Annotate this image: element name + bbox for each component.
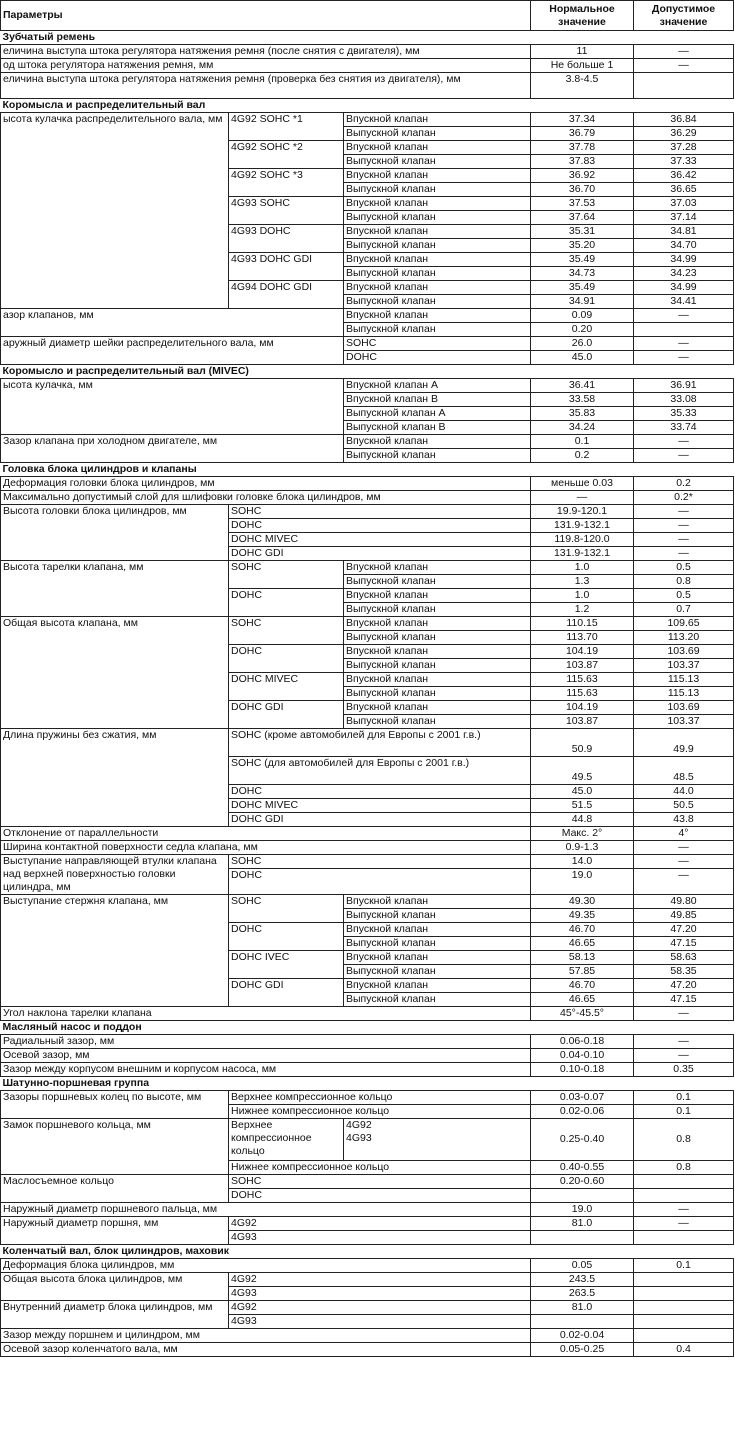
row-label: Маслосъемное кольцо <box>1 1175 229 1203</box>
engine-label: SOHC <box>229 895 344 923</box>
valve-label: Выпускной клапан <box>344 295 531 309</box>
value-allowed: 103.37 <box>634 659 734 673</box>
value-normal: 3.8-4.5 <box>531 73 634 99</box>
value-normal <box>531 1231 634 1245</box>
value-normal: 35.83 <box>531 407 634 421</box>
value-allowed: 33.74 <box>634 421 734 435</box>
engine-label: SOHC <box>229 617 344 645</box>
engine-label: 4G92 <box>229 1217 531 1231</box>
value-normal: 35.20 <box>531 239 634 253</box>
value-normal: 0.20-0.60 <box>531 1175 634 1189</box>
value-allowed: 115.13 <box>634 687 734 701</box>
valve-label: Впускной клапан <box>344 923 531 937</box>
value-allowed <box>634 1315 734 1329</box>
engine-label: DOHC <box>229 589 344 617</box>
value-allowed: 37.28 <box>634 141 734 155</box>
section-title: Шатунно-поршневая группа <box>1 1077 734 1091</box>
row-label: од штока регулятора натяжения ремня, мм <box>1 59 531 73</box>
value-normal: 0.02-0.06 <box>531 1105 634 1119</box>
engine-label: SOHC (кроме автомобилей для Европы с 2001 г.в.) <box>229 729 531 757</box>
engine-label: 4G92 SOHC *2 <box>229 141 344 169</box>
valve-label: Выпускной клапан <box>344 323 531 337</box>
value-allowed: 50.5 <box>634 799 734 813</box>
value-normal: 45.0 <box>531 785 634 799</box>
value-allowed: 36.29 <box>634 127 734 141</box>
value-normal: 36.92 <box>531 169 634 183</box>
value-normal: 0.04-0.10 <box>531 1049 634 1063</box>
valve-label: Выпускной клапан <box>344 183 531 197</box>
row-label: Выступание стержня клапана, мм <box>1 895 229 1007</box>
value-normal: 110.15 <box>531 617 634 631</box>
value-normal: 103.87 <box>531 659 634 673</box>
value-normal: 26.0 <box>531 337 634 351</box>
engine-label: DOHC <box>229 645 344 673</box>
valve-label: Впускной клапан B <box>344 393 531 407</box>
value-allowed: 109.65 <box>634 617 734 631</box>
value-allowed <box>634 323 734 337</box>
engine-label: 4G92 SOHC *3 <box>229 169 344 197</box>
engine-label: DOHC MIVEC <box>229 673 344 701</box>
engine-label: 4G93 <box>229 1287 531 1301</box>
engine-label: 4G93 <box>229 1231 531 1245</box>
valve-label: Выпускной клапан <box>344 127 531 141</box>
value-normal: 0.9-1.3 <box>531 841 634 855</box>
value-allowed: — <box>634 351 734 365</box>
value-allowed: — <box>634 869 734 895</box>
value-normal: 46.70 <box>531 979 634 993</box>
value-normal: 49.30 <box>531 895 634 909</box>
valve-label: Впускной клапан <box>344 561 531 575</box>
value-allowed: 4° <box>634 827 734 841</box>
value-normal: 0.10-0.18 <box>531 1063 634 1077</box>
value-normal: 46.65 <box>531 937 634 951</box>
value-allowed <box>634 1189 734 1203</box>
value-allowed: — <box>634 1203 734 1217</box>
value-normal: 36.41 <box>531 379 634 393</box>
value-allowed: 44.0 <box>634 785 734 799</box>
valve-label: Выпускной клапан <box>344 937 531 951</box>
value-normal: 1.3 <box>531 575 634 589</box>
value-allowed: 0.2 <box>634 477 734 491</box>
row-label: ысота кулачка, мм <box>1 379 344 435</box>
value-allowed: — <box>634 1007 734 1021</box>
valve-label: Выпускной клапан <box>344 993 531 1007</box>
value-allowed: — <box>634 309 734 323</box>
header-allowed: Допустимое значение <box>634 1 734 31</box>
value-normal: 35.49 <box>531 253 634 267</box>
valve-label: Впускной клапан A <box>344 379 531 393</box>
value-allowed: — <box>634 1217 734 1231</box>
value-normal: 1.0 <box>531 589 634 603</box>
value-allowed: 36.84 <box>634 113 734 127</box>
engine-label: DOHC <box>229 519 531 533</box>
value-normal: 0.03-0.07 <box>531 1091 634 1105</box>
value-normal: 37.64 <box>531 211 634 225</box>
value-normal: 119.8-120.0 <box>531 533 634 547</box>
value-normal <box>531 1315 634 1329</box>
engine-label: DOHC <box>344 351 531 365</box>
value-allowed: 34.99 <box>634 253 734 267</box>
value-normal: 36.79 <box>531 127 634 141</box>
value-allowed: 34.23 <box>634 267 734 281</box>
engine-label: 4G92 <box>229 1301 531 1315</box>
engine-label: DOHC GDI <box>229 979 344 1007</box>
value-normal: 36.70 <box>531 183 634 197</box>
value-allowed: 0.1 <box>634 1105 734 1119</box>
row-label: Внутренний диаметр блока цилиндров, мм <box>1 1301 229 1329</box>
value-allowed: — <box>634 435 734 449</box>
value-normal: 0.2 <box>531 449 634 463</box>
value-normal: 46.65 <box>531 993 634 1007</box>
value-allowed <box>634 1287 734 1301</box>
engine-label: 4G92 4G93 <box>344 1119 531 1161</box>
value-allowed <box>634 1175 734 1189</box>
value-normal: 81.0 <box>531 1301 634 1315</box>
engine-label: SOHC <box>229 505 531 519</box>
value-allowed: — <box>634 1049 734 1063</box>
value-allowed: 0.7 <box>634 603 734 617</box>
value-normal: 0.25-0.40 <box>531 1119 634 1161</box>
value-allowed: 0.8 <box>634 1119 734 1161</box>
value-allowed: 43.8 <box>634 813 734 827</box>
engine-label: DOHC <box>229 1189 531 1203</box>
value-allowed: 115.13 <box>634 673 734 687</box>
value-allowed: 58.35 <box>634 965 734 979</box>
value-allowed: 34.99 <box>634 281 734 295</box>
engine-label: DOHC MIVEC <box>229 533 531 547</box>
section-title: Зубчатый ремень <box>1 31 734 45</box>
value-allowed <box>634 1231 734 1245</box>
value-normal: 57.85 <box>531 965 634 979</box>
row-label: Зазоры поршневых колец по высоте, мм <box>1 1091 229 1119</box>
valve-label: Выпускной клапан <box>344 687 531 701</box>
value-normal: 50.9 <box>531 729 634 757</box>
value-normal: 35.31 <box>531 225 634 239</box>
value-allowed: 0.5 <box>634 589 734 603</box>
row-label: Деформация блока цилиндров, мм <box>1 1259 531 1273</box>
valve-label: Впускной клапан <box>344 225 531 239</box>
row-label: Радиальный зазор, мм <box>1 1035 531 1049</box>
row-label: Ширина контактной поверхности седла клапана, мм <box>1 841 531 855</box>
engine-label: DOHC GDI <box>229 547 531 561</box>
valve-label: Впускной клапан <box>344 645 531 659</box>
engine-label: SOHC <box>229 855 531 869</box>
row-label: Высота тарелки клапана, мм <box>1 561 229 617</box>
value-normal: 263.5 <box>531 1287 634 1301</box>
value-normal: 0.1 <box>531 435 634 449</box>
engine-label: SOHC <box>229 1175 531 1189</box>
row-label: азор клапанов, мм <box>1 309 344 337</box>
value-allowed: 103.69 <box>634 645 734 659</box>
valve-label: Выпускной клапан <box>344 631 531 645</box>
value-allowed: 37.03 <box>634 197 734 211</box>
value-normal: 81.0 <box>531 1217 634 1231</box>
value-normal: 49.5 <box>531 757 634 785</box>
valve-label: Выпускной клапан <box>344 715 531 729</box>
value-allowed: 49.9 <box>634 729 734 757</box>
row-label: еличина выступа штока регулятора натяжения ремня (проверка без снятия из двигателя), мм <box>1 73 531 99</box>
header-normal: Нормальное значение <box>531 1 634 31</box>
row-label: Зазор между корпусом внешним и корпусом насоса, мм <box>1 1063 531 1077</box>
value-allowed: 58.63 <box>634 951 734 965</box>
row-label: Общая высота блока цилиндров, мм <box>1 1273 229 1301</box>
value-normal: 19.9-120.1 <box>531 505 634 519</box>
engine-label: DOHC <box>229 785 531 799</box>
value-allowed: — <box>634 45 734 59</box>
value-normal: 58.13 <box>531 951 634 965</box>
valve-label: Впускной клапан <box>344 435 531 449</box>
value-allowed: 36.91 <box>634 379 734 393</box>
valve-label: Впускной клапан <box>344 895 531 909</box>
value-normal <box>531 1189 634 1203</box>
row-label: Наружный диаметр поршневого пальца, мм <box>1 1203 531 1217</box>
value-allowed <box>634 1273 734 1287</box>
value-normal: Макс. 2° <box>531 827 634 841</box>
value-normal: 0.20 <box>531 323 634 337</box>
value-normal: 45.0 <box>531 351 634 365</box>
value-allowed: 47.20 <box>634 979 734 993</box>
value-normal: 37.78 <box>531 141 634 155</box>
value-normal: 44.8 <box>531 813 634 827</box>
value-allowed: 37.33 <box>634 155 734 169</box>
engine-label: DOHC IVEC <box>229 951 344 979</box>
value-normal: 34.24 <box>531 421 634 435</box>
value-normal: 243.5 <box>531 1273 634 1287</box>
value-allowed: 0.5 <box>634 561 734 575</box>
engine-label: 4G93 DOHC <box>229 225 344 253</box>
value-allowed: 47.15 <box>634 993 734 1007</box>
value-allowed: — <box>634 449 734 463</box>
row-label: еличина выступа штока регулятора натяжения ремня (после снятия с двигателя), мм <box>1 45 531 59</box>
row-label: Длина пружины без сжатия, мм <box>1 729 229 827</box>
value-allowed: 103.37 <box>634 715 734 729</box>
value-normal: 51.5 <box>531 799 634 813</box>
engine-label: 4G93 <box>229 1315 531 1329</box>
valve-label: Впускной клапан <box>344 951 531 965</box>
value-normal: 19.0 <box>531 1203 634 1217</box>
valve-label: Впускной клапан <box>344 309 531 323</box>
value-allowed: — <box>634 519 734 533</box>
value-allowed: 36.65 <box>634 183 734 197</box>
value-normal: 46.70 <box>531 923 634 937</box>
value-allowed: 47.15 <box>634 937 734 951</box>
value-allowed: 34.81 <box>634 225 734 239</box>
engine-label: DOHC MIVEC <box>229 799 531 813</box>
valve-label: Выпускной клапан A <box>344 407 531 421</box>
value-normal: 0.09 <box>531 309 634 323</box>
header-row <box>1 1 734 31</box>
value-allowed: 49.80 <box>634 895 734 909</box>
value-allowed: 48.5 <box>634 757 734 785</box>
value-allowed: 0.35 <box>634 1063 734 1077</box>
row-label: ысота кулачка распределительного вала, мм <box>1 113 229 309</box>
header-params: Параметры <box>1 1 531 31</box>
value-allowed: 35.33 <box>634 407 734 421</box>
row-label: Отклонение от параллельности <box>1 827 531 841</box>
value-normal: 104.19 <box>531 701 634 715</box>
engine-label: 4G94 DOHC GDI <box>229 281 344 309</box>
value-normal: 37.83 <box>531 155 634 169</box>
section-title: Коромысло и распределительный вал (MIVEC) <box>1 365 734 379</box>
row-label: Высота головки блока цилиндров, мм <box>1 505 229 561</box>
value-allowed: 34.70 <box>634 239 734 253</box>
valve-label: Выпускной клапан <box>344 449 531 463</box>
value-allowed: 0.8 <box>634 1161 734 1175</box>
value-normal: 33.58 <box>531 393 634 407</box>
value-normal: Не больше 1 <box>531 59 634 73</box>
value-allowed: 103.69 <box>634 701 734 715</box>
engine-label: SOHC <box>344 337 531 351</box>
value-normal: 0.02-0.04 <box>531 1329 634 1343</box>
row-label: Выступание направляющей втулки клапана над верхней поверхностью головки цилиндра, мм <box>1 855 229 895</box>
value-normal: 115.63 <box>531 687 634 701</box>
value-normal: 45°-45.5° <box>531 1007 634 1021</box>
ring-label: Верхнее компрессионное кольцо <box>229 1119 344 1161</box>
valve-label: Впускной клапан <box>344 673 531 687</box>
value-normal: — <box>531 491 634 505</box>
value-normal: 0.06-0.18 <box>531 1035 634 1049</box>
value-allowed: 37.14 <box>634 211 734 225</box>
engine-label: DOHC <box>229 923 344 951</box>
row-label: Замок поршневого кольца, мм <box>1 1119 229 1175</box>
value-allowed: 49.85 <box>634 909 734 923</box>
value-normal: 115.63 <box>531 673 634 687</box>
value-normal: 35.49 <box>531 281 634 295</box>
value-allowed: — <box>634 59 734 73</box>
valve-label: Впускной клапан <box>344 141 531 155</box>
row-label: Осевой зазор, мм <box>1 1049 531 1063</box>
value-normal: 131.9-132.1 <box>531 547 634 561</box>
valve-label: Выпускной клапан <box>344 239 531 253</box>
value-allowed: 0.1 <box>634 1259 734 1273</box>
engine-label: DOHC GDI <box>229 701 344 729</box>
valve-label: Впускной клапан <box>344 979 531 993</box>
value-allowed: 0.1 <box>634 1091 734 1105</box>
engine-label: 4G93 SOHC <box>229 197 344 225</box>
section-title: Коленчатый вал, блок цилиндров, маховик <box>1 1245 734 1259</box>
value-allowed: 0.4 <box>634 1343 734 1357</box>
value-normal: 0.05-0.25 <box>531 1343 634 1357</box>
valve-label: Впускной клапан <box>344 113 531 127</box>
section-title: Головка блока цилиндров и клапаны <box>1 463 734 477</box>
value-allowed: 47.20 <box>634 923 734 937</box>
valve-label: Впускной клапан <box>344 701 531 715</box>
value-allowed <box>634 73 734 99</box>
valve-label: Выпускной клапан <box>344 965 531 979</box>
value-normal: 49.35 <box>531 909 634 923</box>
value-normal: 19.0 <box>531 869 634 895</box>
valve-label: Впускной клапан <box>344 197 531 211</box>
value-normal: 0.05 <box>531 1259 634 1273</box>
value-normal: 34.91 <box>531 295 634 309</box>
valve-label: Выпускной клапан <box>344 659 531 673</box>
valve-label: Выпускной клапан <box>344 603 531 617</box>
engine-label: 4G92 <box>229 1273 531 1287</box>
value-normal: 34.73 <box>531 267 634 281</box>
valve-label: Выпускной клапан <box>344 267 531 281</box>
engine-label: 4G93 DOHC GDI <box>229 253 344 281</box>
value-allowed: 34.41 <box>634 295 734 309</box>
value-normal: 14.0 <box>531 855 634 869</box>
ring-label: Нижнее компрессионное кольцо <box>229 1161 531 1175</box>
value-allowed: — <box>634 337 734 351</box>
valve-label: Выпускной клапан B <box>344 421 531 435</box>
ring-label: Нижнее компрессионное кольцо <box>229 1105 531 1119</box>
engine-label: DOHC <box>229 869 531 895</box>
value-allowed: — <box>634 855 734 869</box>
value-normal: 104.19 <box>531 645 634 659</box>
value-allowed <box>634 1329 734 1343</box>
row-label: Осевой зазор коленчатого вала, мм <box>1 1343 531 1357</box>
value-normal: 131.9-132.1 <box>531 519 634 533</box>
value-allowed: 36.42 <box>634 169 734 183</box>
engine-label: SOHC <box>229 561 344 589</box>
ring-label: Верхнее компрессионное кольцо <box>229 1091 531 1105</box>
engine-label: 4G92 SOHC *1 <box>229 113 344 141</box>
value-allowed: — <box>634 505 734 519</box>
value-normal: меньше 0.03 <box>531 477 634 491</box>
value-allowed: 0.2* <box>634 491 734 505</box>
valve-label: Впускной клапан <box>344 589 531 603</box>
value-allowed: — <box>634 547 734 561</box>
valve-label: Выпускной клапан <box>344 909 531 923</box>
row-label: Общая высота клапана, мм <box>1 617 229 729</box>
value-allowed: — <box>634 841 734 855</box>
row-label: Зазор между поршнем и цилиндром, мм <box>1 1329 531 1343</box>
value-allowed: — <box>634 533 734 547</box>
valve-label: Впускной клапан <box>344 169 531 183</box>
value-normal: 113.70 <box>531 631 634 645</box>
row-label: Деформация головки блока цилиндров, мм <box>1 477 531 491</box>
row-label: Зазор клапана при холодном двигателе, мм <box>1 435 344 463</box>
row-label: Максимально допустимый слой для шлифовки головке блока цилиндров, мм <box>1 491 531 505</box>
value-allowed: 0.8 <box>634 575 734 589</box>
valve-label: Впускной клапан <box>344 617 531 631</box>
row-label: Наружный диаметр поршня, мм <box>1 1217 229 1245</box>
valve-label: Впускной клапан <box>344 253 531 267</box>
valve-label: Выпускной клапан <box>344 155 531 169</box>
valve-label: Выпускной клапан <box>344 211 531 225</box>
value-normal: 37.53 <box>531 197 634 211</box>
section-title: Масляный насос и поддон <box>1 1021 734 1035</box>
valve-label: Впускной клапан <box>344 281 531 295</box>
value-normal: 11 <box>531 45 634 59</box>
row-label: Угол наклона тарелки клапана <box>1 1007 531 1021</box>
engine-label: SOHC (для автомобилей для Европы с 2001 г.в.) <box>229 757 531 785</box>
value-allowed: 113.20 <box>634 631 734 645</box>
row-label: аружный диаметр шейки распределительного вала, мм <box>1 337 344 365</box>
engine-label: DOHC GDI <box>229 813 531 827</box>
value-allowed <box>634 1301 734 1315</box>
value-normal: 1.0 <box>531 561 634 575</box>
value-allowed: — <box>634 1035 734 1049</box>
value-normal: 0.40-0.55 <box>531 1161 634 1175</box>
valve-label: Выпускной клапан <box>344 575 531 589</box>
value-normal: 37.34 <box>531 113 634 127</box>
value-normal: 103.87 <box>531 715 634 729</box>
value-normal: 1.2 <box>531 603 634 617</box>
section-title: Коромысла и распределительный вал <box>1 99 734 113</box>
value-allowed: 33.08 <box>634 393 734 407</box>
